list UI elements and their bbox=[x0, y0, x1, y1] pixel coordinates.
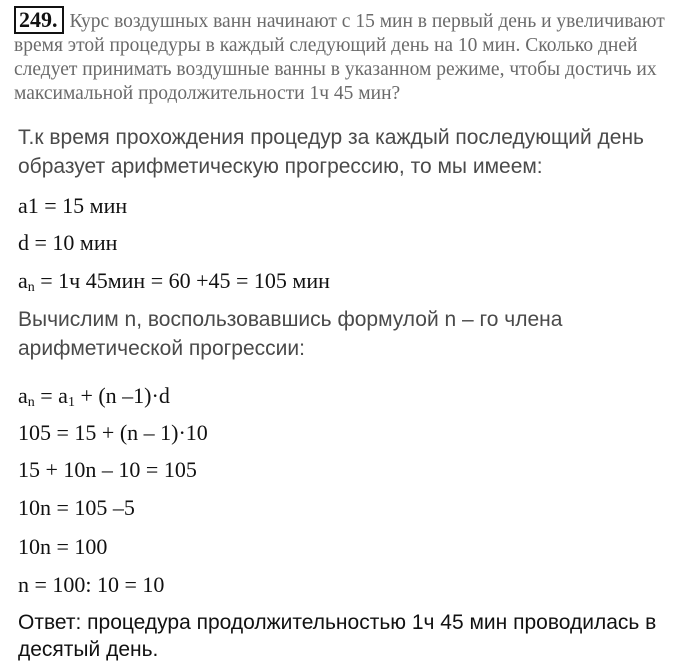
problem-number: 249. bbox=[14, 6, 64, 34]
given-d: d = 10 мин bbox=[18, 230, 118, 255]
step-line-5: n = 100: 10 = 10 bbox=[18, 572, 165, 597]
formula-rest: + (n –1)·d bbox=[74, 383, 170, 408]
step-line-3: 10n = 105 –5 bbox=[18, 495, 135, 520]
answer-text: Ответ: процедура продолжительностью 1ч 45 мин проводилась в десятый день. bbox=[18, 611, 657, 661]
given-an bbox=[18, 268, 330, 301]
an-subscript: n bbox=[27, 280, 35, 295]
problem-statement bbox=[14, 6, 694, 106]
formula-sub-n: n bbox=[27, 395, 35, 410]
step-line-4: 10n = 100 bbox=[18, 534, 108, 559]
formula-line bbox=[18, 383, 170, 416]
step-line-1: 105 = 15 + (n – 1)·10 bbox=[18, 420, 208, 445]
an-letter: a bbox=[18, 268, 28, 293]
formula-an: a bbox=[18, 383, 28, 408]
given-a1: a1 = 15 мин bbox=[18, 193, 128, 218]
step-line-2: 15 + 10n – 10 = 105 bbox=[18, 457, 197, 482]
an-value: = 1ч 45мин = 60 +45 = 105 мин bbox=[34, 268, 330, 293]
formula-sub-1: 1 bbox=[67, 395, 75, 410]
method-text: Вычислим n, воспользовавшись формулой n – го члена арифметической прогрессии: bbox=[18, 308, 563, 360]
formula-eq: = a bbox=[34, 383, 68, 408]
problem-text: Курс воздушных ванн начинают с 15 мин в первый день и увеличивают время этой процедуры в каждый следующий день на 10 мин. Сколько дней следует принимать воздушные ванны в указанном режиме, чтобы достичь их максимальной продолжительности 1ч 45 мин? bbox=[14, 11, 665, 104]
intro-text: Т.к время прохождения процедур за каждый последующий день образует арифметическую прогрессию, то мы имеем: bbox=[18, 126, 645, 178]
